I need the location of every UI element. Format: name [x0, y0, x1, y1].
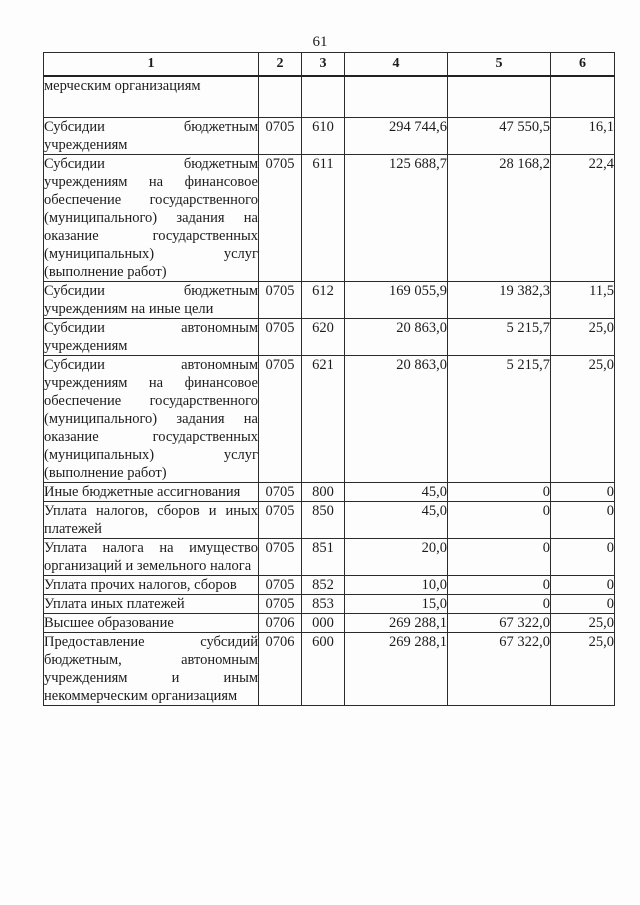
row-executed: 67 322,0	[448, 614, 551, 633]
row-percent: 0	[551, 539, 615, 576]
row-amount: 15,0	[345, 595, 448, 614]
row-percent: 0	[551, 595, 615, 614]
row-section-code: 0705	[259, 576, 302, 595]
row-expense-type: 612	[302, 282, 345, 319]
row-name: Предоставление субсидий бюджетным, автономным учреждениям и иным некоммерческим организациям	[44, 634, 258, 704]
row-amount: 20,0	[345, 539, 448, 576]
row-percent: 0	[551, 576, 615, 595]
row-amount: 20 863,0	[345, 356, 448, 483]
row-section-code: 0705	[259, 319, 302, 356]
table-row	[44, 502, 615, 539]
row-executed	[448, 76, 551, 118]
row-executed: 0	[448, 502, 551, 539]
row-section-code: 0705	[259, 483, 302, 502]
table-row	[44, 539, 615, 576]
row-amount: 125 688,7	[345, 155, 448, 282]
row-executed: 5 215,7	[448, 319, 551, 356]
table-row	[44, 614, 615, 633]
row-name: Иные бюджетные ассигнования	[44, 483, 259, 502]
row-expense-type: 610	[302, 118, 345, 155]
row-executed: 0	[448, 483, 551, 502]
table-row	[44, 282, 615, 319]
row-percent: 25,0	[551, 356, 615, 483]
row-executed: 67 322,0	[448, 633, 551, 706]
col-header-6: 6	[551, 53, 615, 77]
row-amount: 10,0	[345, 576, 448, 595]
col-header-2: 2	[259, 53, 302, 77]
row-expense-type: 800	[302, 483, 345, 502]
row-expense-type: 852	[302, 576, 345, 595]
row-amount: 45,0	[345, 483, 448, 502]
row-name: Высшее образование	[44, 614, 259, 633]
row-expense-type: 000	[302, 614, 345, 633]
row-section-code: 0706	[259, 614, 302, 633]
row-name: Уплата налогов, сборов и иных платежей	[44, 503, 258, 537]
budget-table	[43, 52, 615, 706]
row-percent: 11,5	[551, 282, 615, 319]
row-amount: 20 863,0	[345, 319, 448, 356]
row-executed: 19 382,3	[448, 282, 551, 319]
row-amount: 269 288,1	[345, 633, 448, 706]
row-name: Субсидии бюджетным учреждениям на финансовое обеспечение государственного (муниципального) задания на оказание государственных (муниципальных) услуг (выполнение работ)	[44, 156, 258, 280]
row-amount	[345, 76, 448, 118]
row-section-code: 0705	[259, 155, 302, 282]
col-header-4: 4	[345, 53, 448, 77]
row-section-code: 0705	[259, 502, 302, 539]
table-row	[44, 633, 615, 706]
table-row	[44, 483, 615, 502]
col-header-3: 3	[302, 53, 345, 77]
table-row	[44, 319, 615, 356]
row-expense-type	[302, 76, 345, 118]
page-number: 61	[312, 34, 328, 50]
row-amount: 45,0	[345, 502, 448, 539]
row-expense-type: 611	[302, 155, 345, 282]
table-row	[44, 155, 615, 282]
row-section-code: 0705	[259, 282, 302, 319]
row-expense-type: 621	[302, 356, 345, 483]
col-header-1: 1	[44, 53, 259, 77]
row-executed: 0	[448, 595, 551, 614]
row-section-code: 0705	[259, 118, 302, 155]
row-percent: 16,1	[551, 118, 615, 155]
row-executed: 47 550,5	[448, 118, 551, 155]
row-executed: 5 215,7	[448, 356, 551, 483]
row-name: Субсидии автономным учреждениям на финансовое обеспечение государственного (муниципального) задания на оказание государственных (муниципальных) услуг (выполнение работ)	[44, 357, 258, 481]
row-executed: 0	[448, 539, 551, 576]
row-percent: 25,0	[551, 633, 615, 706]
row-amount: 269 288,1	[345, 614, 448, 633]
row-section-code: 0705	[259, 595, 302, 614]
row-section-code: 0706	[259, 633, 302, 706]
row-section-code: 0705	[259, 539, 302, 576]
row-percent: 25,0	[551, 614, 615, 633]
row-name: Уплата иных платежей	[44, 595, 259, 614]
row-expense-type: 850	[302, 502, 345, 539]
header-row	[44, 53, 615, 77]
row-percent: 22,4	[551, 155, 615, 282]
row-name: Субсидии бюджетным учреждениям	[44, 119, 258, 153]
table-row	[44, 76, 615, 118]
row-section-code	[259, 76, 302, 118]
row-amount: 294 744,6	[345, 118, 448, 155]
table-row	[44, 576, 615, 595]
row-name: мерческим организациям	[44, 76, 259, 118]
row-name: Уплата прочих налогов, сборов	[44, 576, 259, 595]
row-name: Субсидии бюджетным учреждениям на иные цели	[44, 283, 258, 317]
table-row	[44, 118, 615, 155]
row-section-code: 0705	[259, 356, 302, 483]
row-percent: 0	[551, 483, 615, 502]
table-row	[44, 356, 615, 483]
col-header-5: 5	[448, 53, 551, 77]
row-name: Уплата налога на имущество организаций и земельного налога	[44, 540, 258, 574]
row-name: Субсидии автономным учреждениям	[44, 320, 258, 354]
row-expense-type: 600	[302, 633, 345, 706]
row-expense-type: 851	[302, 539, 345, 576]
row-executed: 28 168,2	[448, 155, 551, 282]
row-expense-type: 853	[302, 595, 345, 614]
row-percent: 25,0	[551, 319, 615, 356]
row-executed: 0	[448, 576, 551, 595]
row-percent: 0	[551, 502, 615, 539]
table-row	[44, 595, 615, 614]
row-amount: 169 055,9	[345, 282, 448, 319]
row-expense-type: 620	[302, 319, 345, 356]
row-percent	[551, 76, 615, 118]
